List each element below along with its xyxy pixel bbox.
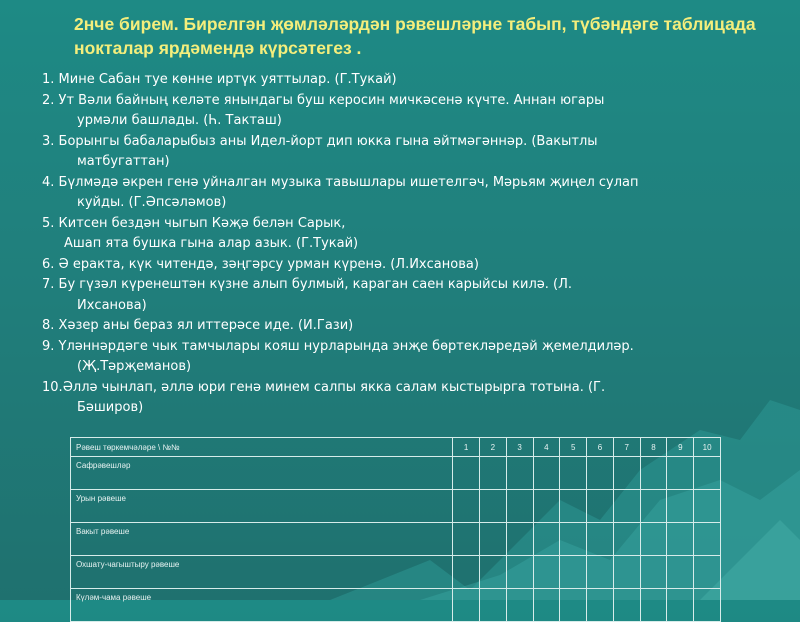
table-cell[interactable] (533, 523, 560, 556)
slide-title: 2нче бирем. Бирелгән җөмләләрдән рәвешләрне табып, түбәндәге таблицада нокталар ярдәмендә күрсәтегез . (74, 14, 756, 58)
table-cell[interactable] (613, 589, 640, 622)
table-cell[interactable] (613, 523, 640, 556)
table-cell[interactable] (533, 490, 560, 523)
table-row (71, 556, 721, 589)
table-cell[interactable] (560, 457, 587, 490)
table-cell[interactable] (506, 457, 533, 490)
table-cell[interactable] (640, 523, 667, 556)
table-cell[interactable] (453, 589, 480, 622)
table-cell[interactable] (694, 556, 721, 589)
table-cell[interactable] (667, 556, 694, 589)
column-header: 7 (613, 438, 640, 457)
table-cell[interactable] (533, 457, 560, 490)
list-item: 4. Бүлмәдә әкрен генә уйналган музыка тавышлары ишетелгәч, Мәрьям җиңел сулап куйды. (Г.Әпсәләмов) (42, 174, 639, 210)
table-cell[interactable] (613, 457, 640, 490)
column-header: 2 (479, 438, 506, 457)
row-label: Күләм-чама рәвеше (71, 589, 453, 622)
table-cell[interactable] (587, 589, 614, 622)
table-cell[interactable] (453, 457, 480, 490)
table-row (71, 457, 721, 490)
table-cell[interactable] (694, 589, 721, 622)
list-item: 6. Ә еракта, күк читендә, зәңгәрсу урман күренә. (Л.Ихсанова) (42, 256, 479, 272)
table-cell[interactable] (667, 490, 694, 523)
table-cell[interactable] (613, 556, 640, 589)
list-item: 9. Үләннәрдәге чык тамчылары кояш нурларында энҗе бөртекләредәй җемелдиләр. (Җ.Тәрҗеманов) (42, 338, 634, 374)
column-header: 4 (533, 438, 560, 457)
table-cell[interactable] (694, 490, 721, 523)
list-item: 7. Бу гүзәл күренештән күзне алып булмый, караган саен карыйсы килә. (Л. Ихсанова) (42, 277, 573, 313)
list-item: 5. Китсен бездән чыгып Кәҗә белән Сарык, (42, 215, 346, 231)
table-cell[interactable] (560, 589, 587, 622)
table-cell[interactable] (667, 523, 694, 556)
table-cell[interactable] (640, 490, 667, 523)
column-header: 9 (667, 438, 694, 457)
table-cell[interactable] (640, 589, 667, 622)
table-cell[interactable] (479, 556, 506, 589)
column-header: 10 (694, 438, 721, 457)
table-cell[interactable] (640, 457, 667, 490)
table-cell[interactable] (587, 457, 614, 490)
list-item: 2. Ут Вәли байның келәте янындагы буш керосин мичкәсенә күчте. Аннан югары урмәли башлады. (Һ. Такташ) (42, 92, 605, 128)
table-header-row (71, 438, 721, 457)
table-cell[interactable] (587, 490, 614, 523)
table-cell[interactable] (506, 556, 533, 589)
table-cell[interactable] (560, 523, 587, 556)
list-item: 3. Борынгы бабаларыбыз аны Идел-йорт дип юкка гына әйтмәгәннәр. (Вакытлы матбугаттан) (42, 133, 598, 169)
column-header: 8 (640, 438, 667, 457)
column-header: 3 (506, 438, 533, 457)
table-cell[interactable] (694, 457, 721, 490)
table-cell[interactable] (479, 457, 506, 490)
row-label: Охшату-чагыштыру рәвеше (71, 556, 453, 589)
table-cell[interactable] (694, 523, 721, 556)
sentence-list (42, 70, 762, 419)
table-cell[interactable] (587, 556, 614, 589)
table-row (71, 589, 721, 622)
row-label: Сафрәвешләр (71, 457, 453, 490)
table-cell[interactable] (667, 589, 694, 622)
list-item: 8. Хәзер аны бераз ял иттерәсе иде. (И.Гази) (42, 318, 354, 333)
list-item: Ашап ята бушка гына алар азык. (Г.Тукай) (64, 236, 359, 251)
table-cell[interactable] (640, 556, 667, 589)
table-cell[interactable] (533, 556, 560, 589)
table-cell[interactable] (453, 490, 480, 523)
table-row (71, 490, 721, 523)
table-header-label: Рәвеш төркемчәләре \ №№ (71, 438, 453, 457)
list-item: 10.Әллә чынлап, әллә юри генә минем салпы якка салам кыстырырга тотына. (Г. Бәширов) (42, 379, 606, 415)
table-cell[interactable] (587, 523, 614, 556)
table-cell[interactable] (560, 556, 587, 589)
row-label: Вакыт рәвеше (71, 523, 453, 556)
row-label: Урын рәвеше (71, 490, 453, 523)
table-cell[interactable] (506, 523, 533, 556)
table-cell[interactable] (533, 589, 560, 622)
column-header: 1 (453, 438, 480, 457)
column-header: 6 (587, 438, 614, 457)
list-item: 1. Мине Сабан туе көнне иртүк уяттылар. (Г.Тукай) (42, 72, 397, 87)
table-cell[interactable] (479, 589, 506, 622)
table-cell[interactable] (479, 490, 506, 523)
column-header: 5 (560, 438, 587, 457)
table-cell[interactable] (506, 490, 533, 523)
table-cell[interactable] (453, 523, 480, 556)
table-cell[interactable] (667, 457, 694, 490)
answer-table (70, 437, 721, 622)
table-cell[interactable] (506, 589, 533, 622)
table-row (71, 523, 721, 556)
table-cell[interactable] (479, 523, 506, 556)
table-cell[interactable] (560, 490, 587, 523)
table-cell[interactable] (453, 556, 480, 589)
table-cell[interactable] (613, 490, 640, 523)
